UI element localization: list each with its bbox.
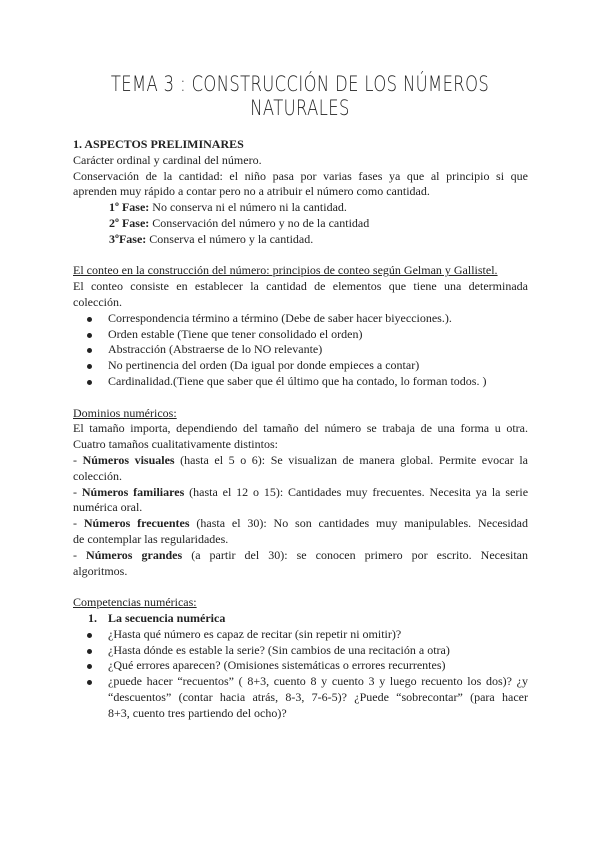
bullet-icon (87, 333, 92, 338)
section-heading-3: Dominios numéricos: (73, 405, 177, 420)
bullet-icon (87, 348, 92, 353)
bullet-icon (87, 317, 92, 322)
domain-item (73, 548, 528, 564)
list-item (73, 658, 528, 674)
phase-line (73, 216, 528, 232)
phase-label: 2º Fase: (109, 215, 150, 230)
domain-item-cont: de contemplar las regularidades. (73, 531, 229, 546)
bullet-icon (87, 680, 92, 685)
list-item-text: Correspondencia término a término (Debe de saber hacer biyecciones.). (108, 310, 452, 325)
list-item-text: Cardinalidad.(Tiene que saber que él último que ha contado, lo forman todos. ) (108, 373, 487, 388)
list-item (73, 627, 528, 643)
item-number: 1. (88, 610, 97, 625)
domain-term: Números frecuentes (83, 516, 190, 531)
domain-text: (a partir del 30): se conocen primero por escrito. Necesitan (182, 547, 528, 562)
phase-line (73, 232, 528, 248)
paragraph: Conservación de la cantidad: el niño pasa por varias fases ya que al principio si que (73, 168, 528, 183)
phase-line (73, 200, 528, 216)
phase-text: Conserva el número y la cantidad. (146, 231, 314, 246)
domain-text: (hasta el 5 o 6): Se visualizan de manera global. Permite evocar la (174, 452, 528, 467)
bullet-list (73, 627, 528, 722)
list-item (73, 374, 528, 390)
dash: - (73, 484, 82, 499)
domain-term: Números visuales (82, 452, 175, 467)
domain-item (73, 516, 528, 532)
numbered-list (73, 611, 528, 627)
bullet-icon (87, 380, 92, 385)
domain-term: Números familiares (81, 484, 185, 499)
domain-item (73, 485, 528, 501)
section-heading-1: 1. ASPECTOS PRELIMINARES (73, 137, 244, 151)
list-item-text: Orden estable (Tiene que tener consolidado el orden) (108, 326, 363, 341)
paragraph: Cuatro tamaños cualitativamente distintos: (73, 437, 278, 452)
list-item (73, 674, 528, 721)
phase-label: 3ºFase: (109, 231, 147, 246)
phase-label: 1º Fase: (109, 200, 150, 215)
domain-item (73, 453, 528, 469)
section-heading-2: El conteo en la construcción del número: principios de conteo según Gelman y Gallistel. (73, 263, 498, 278)
dash: - (73, 547, 87, 562)
domain-term: Números grandes (86, 547, 183, 562)
paragraph: aprenden muy rápido a contar pero no a atribuir el número como cantidad. (73, 184, 430, 199)
domain-item-cont: numérica oral. (73, 500, 143, 515)
list-item (73, 358, 528, 374)
list-item-text: “descuentos” (contar hacia atrás, 8-3, 7-6-5)? ¿Puede “sobrecontar” (para hacer (108, 689, 528, 704)
list-item-text: ¿Hasta dónde es estable la serie? (Sin cambios de una recitación a otra) (108, 642, 450, 657)
domain-item-cont: algoritmos. (73, 563, 128, 578)
list-item (73, 311, 528, 327)
dash: - (73, 452, 83, 467)
list-item-text: No pertinencia del orden (Da igual por donde empieces a contar) (108, 358, 420, 373)
list-item-text: Abstracción (Abstraerse de lo NO relevante) (108, 342, 323, 357)
list-item-text: 8+3, cuento tres partiendo del ocho)? (108, 705, 287, 720)
section-heading-4: Competencias numéricas: (73, 595, 197, 610)
paragraph: El conteo consiste en establecer la cantidad de elementos que tiene una determinada (73, 279, 528, 294)
phase-text: No conserva ni el número ni la cantidad. (149, 200, 347, 215)
numbered-item (73, 611, 528, 627)
list-item-text: ¿puede hacer “recuentos” ( 8+3, cuento 8 y cuento 3 y luego recuento los dos)? ¿y (108, 674, 528, 689)
page-title: TEMA 3 : CONSTRUCCIÓN DE LOS NÚMEROS NATURALES (110, 72, 490, 120)
bullet-icon (87, 364, 92, 369)
paragraph: colección. (73, 294, 122, 309)
document-body (73, 137, 528, 721)
paragraph: El tamaño importa, dependiendo del tamaño del número se trabaja de una forma u otra. (73, 421, 528, 436)
phase-text: Conservación del número y no de la cantidad (149, 215, 370, 230)
bullet-icon (87, 649, 92, 654)
subsection-heading: La secuencia numérica (108, 610, 226, 625)
paragraph: Carácter ordinal y cardinal del número. (73, 152, 262, 167)
bullet-list (73, 311, 528, 390)
domain-text: (hasta el 30): No son cantidades muy manipulables. Necesidad (189, 516, 528, 531)
bullet-icon (87, 664, 92, 669)
dash: - (73, 516, 84, 531)
list-item (73, 327, 528, 343)
list-item (73, 342, 528, 358)
domain-text: (hasta el 12 o 15): Cantidades muy frecuentes. Necesita ya la serie (184, 484, 529, 499)
list-item (73, 643, 528, 659)
domain-item-cont: colección. (73, 468, 122, 483)
list-item-text: ¿Hasta qué número es capaz de recitar (sin repetir ni omitir)? (108, 626, 402, 641)
bullet-icon (87, 633, 92, 638)
list-item-text: ¿Qué errores aparecen? (Omisiones sistemáticas o errores recurrentes) (108, 658, 446, 673)
